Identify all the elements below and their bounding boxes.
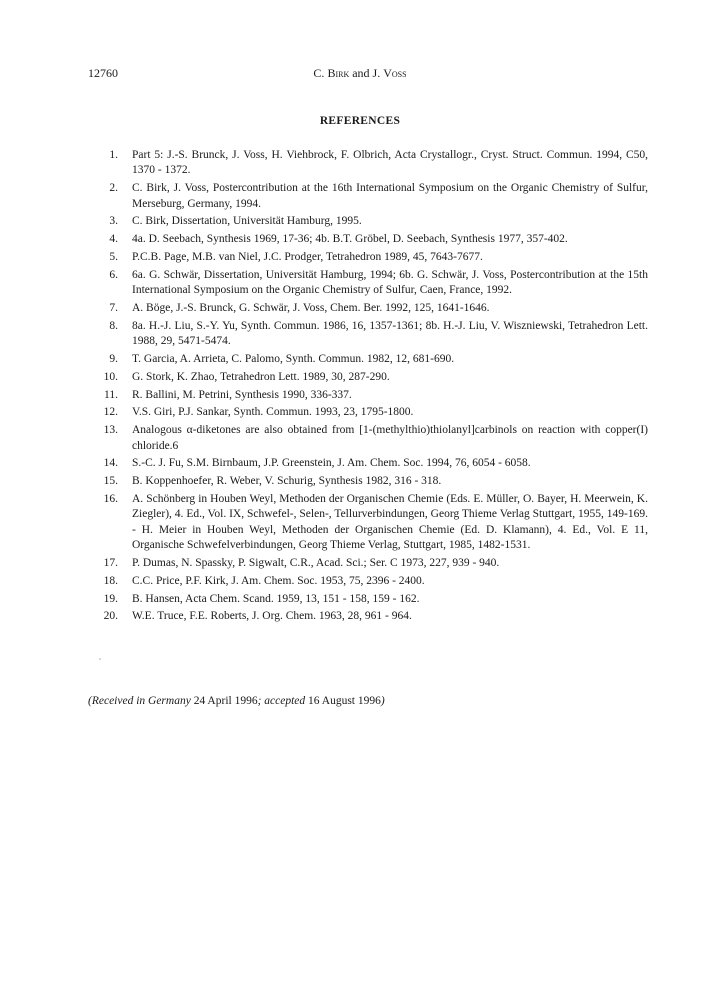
reference-item	[88, 301, 648, 316]
running-head	[0, 66, 720, 81]
reference-number: 13.	[103, 424, 118, 437]
reference-number: 10.	[103, 370, 118, 383]
author-and: and J.	[349, 66, 384, 80]
author-birk: Birk	[327, 66, 350, 80]
reference-item	[88, 456, 648, 471]
reference-item	[88, 250, 648, 265]
reference-item	[88, 214, 648, 229]
reference-number: 11.	[104, 388, 118, 401]
reference-item	[88, 405, 648, 420]
reference-item	[88, 232, 648, 247]
reference-text: C.C. Price, P.F. Kirk, J. Am. Chem. Soc. 1953, 75, 2396 - 2400.	[132, 574, 425, 587]
reference-number: 17.	[103, 557, 118, 569]
reference-text: P.C.B. Page, M.B. van Niel, J.C. Prodger, Tetrahedron 1989, 45, 7643-7677.	[132, 251, 483, 263]
reference-item	[88, 370, 648, 385]
reference-number: 6.	[109, 268, 118, 281]
reference-text: 8a. H.-J. Liu, S.-Y. Yu, Synth. Commun. 1986, 16, 1357-1361; 8b. H.-J. Liu, V. Wiszniewski, Tetrahedron Lett. 1988, 29, 5471-5474.	[132, 319, 648, 348]
reference-text: 4a. D. Seebach, Synthesis 1969, 17-36; 4b. B.T. Gröbel, D. Seebach, Synthesis 1977, 357-402.	[132, 233, 568, 246]
reference-number: 2.	[109, 182, 118, 195]
reference-text: S.-C. J. Fu, S.M. Birnbaum, J.P. Greenstein, J. Am. Chem. Soc. 1994, 76, 6054 - 6058.	[132, 457, 531, 470]
reference-item	[88, 268, 648, 299]
reference-number: 18.	[103, 574, 118, 587]
reference-number: 3.	[109, 215, 118, 228]
reference-item	[88, 492, 648, 554]
reference-item	[88, 423, 648, 454]
reference-item	[88, 352, 648, 367]
reference-item	[88, 474, 648, 489]
received-open: (Received in Germany	[88, 695, 194, 707]
section-title: REFERENCES	[319, 115, 401, 127]
reference-number: 12.	[103, 406, 118, 419]
reference-number: 5.	[109, 251, 118, 263]
reference-item	[88, 148, 648, 179]
reference-text: R. Ballini, M. Petrini, Synthesis 1990, 336-337.	[132, 388, 352, 401]
reference-number: 15.	[103, 475, 118, 488]
reference-item	[88, 609, 648, 624]
reference-text: B. Koppenhoefer, R. Weber, V. Schurig, Synthesis 1982, 316 - 318.	[132, 475, 442, 488]
reference-item	[88, 592, 648, 607]
reference-text: Part 5: J.-S. Brunck, J. Voss, H. Viehbrock, F. Olbrich, Acta Crystallogr., Cryst. Struct. Commun. 1994, C50, 1370 - 1372.	[132, 149, 648, 177]
reference-item	[88, 388, 648, 403]
reference-text: B. Hansen, Acta Chem. Scand. 1959, 13, 151 - 158, 159 - 162.	[132, 592, 420, 605]
reference-text: V.S. Giri, P.J. Sankar, Synth. Commun. 1993, 23, 1795-1800.	[132, 406, 414, 419]
reference-text: P. Dumas, N. Spassky, P. Sigwalt, C.R., Acad. Sci.; Ser. C 1973, 227, 939 - 940.	[132, 557, 500, 569]
reference-number: 16.	[103, 492, 118, 505]
author-first: C.	[313, 66, 328, 80]
received-close: )	[380, 695, 385, 707]
reference-text: C. Birk, Dissertation, Universität Hamburg, 1995.	[132, 215, 362, 228]
reference-number: 8.	[109, 319, 118, 332]
reference-number: 20.	[103, 610, 118, 623]
reference-text: A. Schönberg in Houben Weyl, Methoden der Organischen Chemie (Eds. E. Müller, O. Bayer, H. Meerwein, K. Ziegler), 4. Ed., Vol. IX, Schwefel-, Selen-, Tellurverbindungen, Georg Thieme Verlag Stuttgart, 1955, 149-169. - H. Meier in Houben Weyl, Methoden der Organischen Chemie (Ed. D. Klamann), 4. Ed., Vol. E 11, Organische Schwefelverbindungen, Georg Thieme Verlag, Stuttgart, 1985, 1482-1531.	[132, 492, 648, 552]
reference-text: 6a. G. Schwär, Dissertation, Universität Hamburg, 1994; 6b. G. Schwär, J. Voss, Postercontribution at the 15th International Symposium on the Organic Chemistry of Sulfur, Caen, France, 1992.	[132, 268, 648, 297]
reference-number: 1.	[109, 149, 118, 161]
reference-number: 9.	[109, 353, 118, 365]
reference-item	[88, 574, 648, 589]
reference-text: W.E. Truce, F.E. Roberts, J. Org. Chem. 1963, 28, 961 - 964.	[132, 610, 412, 623]
reference-number: 4.	[109, 233, 118, 246]
received-date: 24 April 1996	[193, 695, 258, 707]
reference-number: 7.	[109, 302, 118, 314]
reference-text: T. Garcia, A. Arrieta, C. Palomo, Synth. Commun. 1982, 12, 681-690.	[132, 353, 455, 365]
reference-text: C. Birk, J. Voss, Postercontribution at the 16th International Symposium on the Organic Chemistry of Sulfur, Merseburg, Germany, 1994.	[132, 182, 648, 210]
reference-number: 14.	[103, 457, 118, 470]
author-voss: Voss	[383, 66, 407, 80]
reference-item	[88, 556, 648, 571]
reference-number: 19.	[103, 592, 118, 605]
scan-mark	[99, 658, 101, 660]
reference-item	[88, 181, 648, 212]
received-mid: ; accepted	[257, 695, 309, 707]
reference-list	[88, 148, 648, 627]
accepted-date: 16 August 1996	[308, 695, 381, 707]
reference-text: G. Stork, K. Zhao, Tetrahedron Lett. 1989, 30, 287-290.	[132, 370, 390, 383]
received-note	[88, 695, 385, 707]
reference-text: Analogous α-diketones are also obtained from [1-(methylthio)thiolanyl]carbinols on reaction with copper(I) chloride.6	[132, 424, 648, 452]
reference-item	[88, 319, 648, 350]
reference-text: A. Böge, J.-S. Brunck, G. Schwär, J. Voss, Chem. Ber. 1992, 125, 1641-1646.	[132, 302, 490, 314]
page-number: 12760	[88, 66, 118, 80]
